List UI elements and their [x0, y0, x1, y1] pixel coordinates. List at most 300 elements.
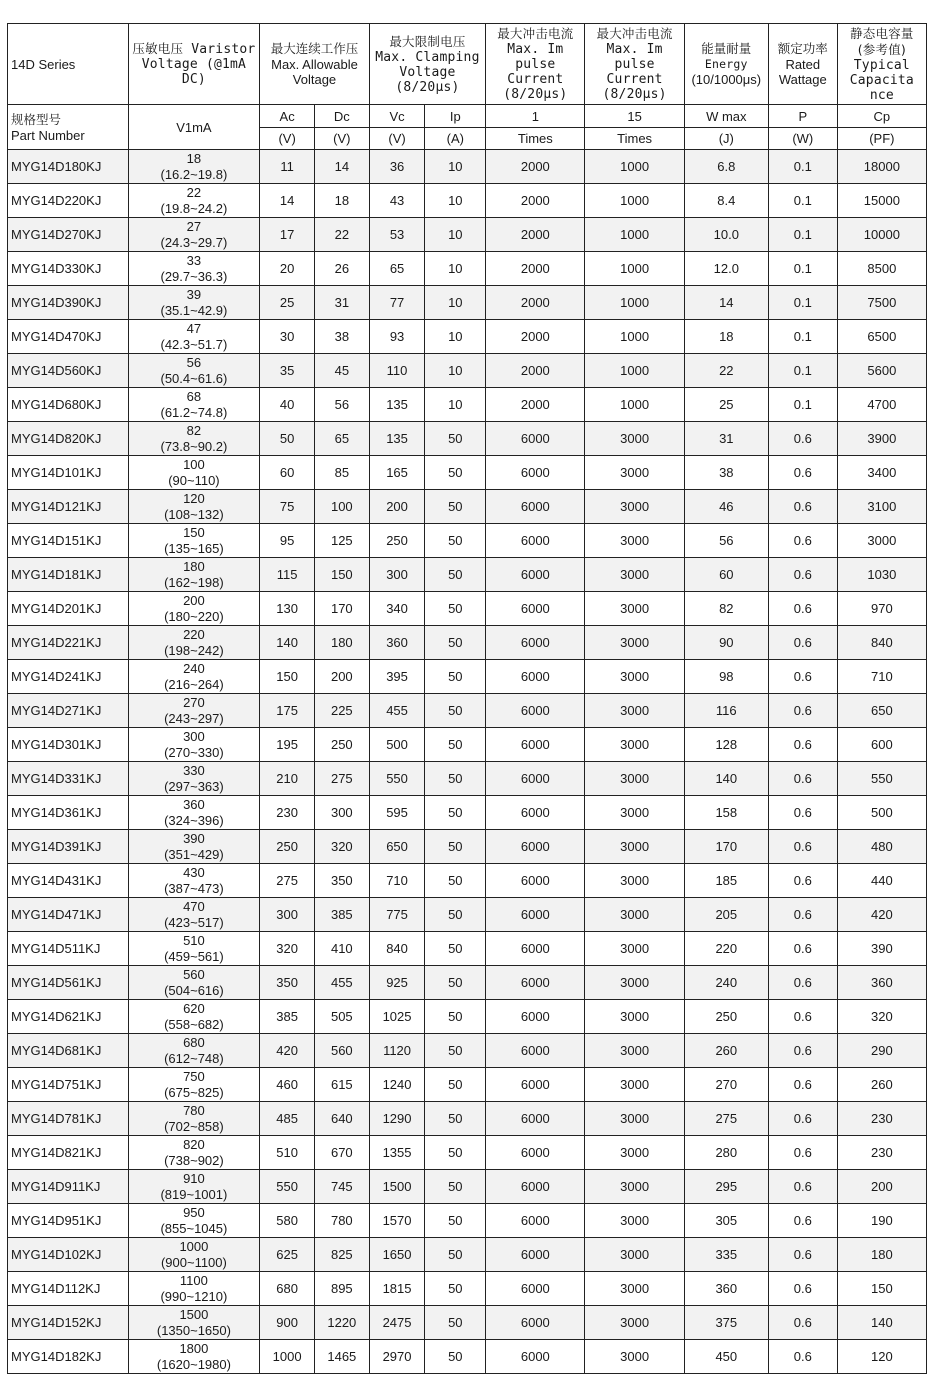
- cell-varistor-voltage: [128, 864, 260, 898]
- nominal-voltage: 510: [183, 932, 205, 948]
- cell-capacitance: 140: [837, 1306, 926, 1340]
- cell-wattage: 0.6: [768, 558, 837, 592]
- table-row: [8, 1136, 927, 1170]
- cell-varistor-voltage: [128, 1034, 260, 1068]
- cell-varistor-voltage: [128, 490, 260, 524]
- cell-capacitance: 320: [837, 1000, 926, 1034]
- cell-times-1: 6000: [486, 1272, 585, 1306]
- voltage-range: (61.2~74.8): [160, 404, 228, 420]
- unit-energy: (J): [684, 128, 768, 150]
- nominal-voltage: 330: [183, 762, 205, 778]
- cell-ac: 175: [260, 694, 315, 728]
- cell-dc: 125: [314, 524, 369, 558]
- cell-dc: 38: [314, 320, 369, 354]
- cell-part-number: MYG14D270KJ: [8, 218, 129, 252]
- nominal-voltage: 22: [186, 184, 202, 200]
- voltage-range: (42.3~51.7): [160, 336, 228, 352]
- cell-vc: 1240: [369, 1068, 425, 1102]
- voltage-range: (1620~1980): [156, 1356, 231, 1372]
- header-impulse-current-1: 最大冲击电流 Max. Im pulse Current (8/20μs): [486, 24, 585, 105]
- cell-varistor-voltage: [128, 320, 260, 354]
- unit-vc: (V): [369, 128, 425, 150]
- cell-wattage: 0.6: [768, 1306, 837, 1340]
- cell-varistor-voltage: [128, 354, 260, 388]
- cell-times-1: 6000: [486, 1000, 585, 1034]
- cell-varistor-voltage: [128, 1272, 260, 1306]
- cell-wattage: 0.6: [768, 728, 837, 762]
- cell-dc: 225: [314, 694, 369, 728]
- symbol-ac: Ac: [260, 105, 315, 128]
- table-row: [8, 626, 927, 660]
- cell-part-number: MYG14D751KJ: [8, 1068, 129, 1102]
- table-row: [8, 796, 927, 830]
- cell-times-15: 1000: [585, 218, 684, 252]
- table-row: [8, 184, 927, 218]
- cell-energy: 60: [684, 558, 768, 592]
- cell-times-1: 2000: [486, 286, 585, 320]
- cell-dc: 26: [314, 252, 369, 286]
- nominal-voltage: 180: [183, 558, 205, 574]
- cell-wattage: 0.6: [768, 1204, 837, 1238]
- cell-energy: 305: [684, 1204, 768, 1238]
- cell-ip: 50: [425, 1340, 486, 1374]
- cell-vc: 200: [369, 490, 425, 524]
- table-row: [8, 1034, 927, 1068]
- cell-ip: 10: [425, 388, 486, 422]
- cell-times-1: 6000: [486, 1340, 585, 1374]
- cell-ac: 485: [260, 1102, 315, 1136]
- voltage-range: (324~396): [164, 812, 224, 828]
- cell-vc: 1815: [369, 1272, 425, 1306]
- voltage-range: (504~616): [164, 982, 224, 998]
- voltage-range: (90~110): [168, 472, 220, 488]
- cell-energy: 270: [684, 1068, 768, 1102]
- cell-times-15: 3000: [585, 864, 684, 898]
- nominal-voltage: 750: [183, 1068, 205, 1084]
- cell-ip: 50: [425, 1238, 486, 1272]
- cell-ac: 75: [260, 490, 315, 524]
- cell-part-number: MYG14D621KJ: [8, 1000, 129, 1034]
- cell-times-1: 6000: [486, 456, 585, 490]
- nominal-voltage: 1800: [179, 1340, 209, 1356]
- cell-ac: 150: [260, 660, 315, 694]
- nominal-voltage: 360: [183, 796, 205, 812]
- cell-ac: 550: [260, 1170, 315, 1204]
- cell-ac: 50: [260, 422, 315, 456]
- cell-ac: 580: [260, 1204, 315, 1238]
- nominal-voltage: 1500: [179, 1306, 209, 1322]
- cell-times-1: 6000: [486, 898, 585, 932]
- cell-capacitance: 18000: [837, 150, 926, 184]
- cell-varistor-voltage: [128, 1068, 260, 1102]
- table-row: [8, 1306, 927, 1340]
- cell-times-15: 3000: [585, 1340, 684, 1374]
- cell-varistor-voltage: [128, 592, 260, 626]
- cell-dc: 640: [314, 1102, 369, 1136]
- cell-ac: 40: [260, 388, 315, 422]
- cell-ip: 50: [425, 592, 486, 626]
- cell-dc: 895: [314, 1272, 369, 1306]
- cell-ip: 50: [425, 1170, 486, 1204]
- voltage-range: (243~297): [164, 710, 224, 726]
- cell-capacitance: 200: [837, 1170, 926, 1204]
- cell-dc: 300: [314, 796, 369, 830]
- unit-ac: (V): [260, 128, 315, 150]
- cell-ip: 50: [425, 1034, 486, 1068]
- cell-energy: 128: [684, 728, 768, 762]
- cell-dc: 780: [314, 1204, 369, 1238]
- cell-vc: 2475: [369, 1306, 425, 1340]
- cell-dc: 1220: [314, 1306, 369, 1340]
- cell-ip: 50: [425, 728, 486, 762]
- header-rated-wattage: 额定功率 Rated Wattage: [768, 24, 837, 105]
- voltage-range: (900~1100): [160, 1254, 227, 1270]
- nominal-voltage: 1000: [179, 1238, 209, 1254]
- cell-times-15: 1000: [585, 354, 684, 388]
- cell-ip: 50: [425, 490, 486, 524]
- cell-varistor-voltage: [128, 932, 260, 966]
- cell-wattage: 0.6: [768, 1000, 837, 1034]
- nominal-voltage: 240: [183, 660, 205, 676]
- cell-dc: 22: [314, 218, 369, 252]
- cell-capacitance: 600: [837, 728, 926, 762]
- voltage-range: (35.1~42.9): [160, 302, 228, 318]
- cell-vc: 300: [369, 558, 425, 592]
- cell-ac: 140: [260, 626, 315, 660]
- cell-dc: 85: [314, 456, 369, 490]
- cell-ac: 510: [260, 1136, 315, 1170]
- cell-ac: 115: [260, 558, 315, 592]
- cell-times-1: 6000: [486, 932, 585, 966]
- cell-varistor-voltage: [128, 1102, 260, 1136]
- cell-dc: 100: [314, 490, 369, 524]
- cell-capacitance: 440: [837, 864, 926, 898]
- cell-ac: 210: [260, 762, 315, 796]
- table-row: [8, 830, 927, 864]
- cell-wattage: 0.6: [768, 1102, 837, 1136]
- cell-ac: 320: [260, 932, 315, 966]
- cell-vc: 93: [369, 320, 425, 354]
- cell-varistor-voltage: [128, 660, 260, 694]
- nominal-voltage: 390: [183, 830, 205, 846]
- cell-dc: 150: [314, 558, 369, 592]
- cell-times-15: 3000: [585, 626, 684, 660]
- symbol-p: P: [768, 105, 837, 128]
- cell-vc: 43: [369, 184, 425, 218]
- cell-part-number: MYG14D471KJ: [8, 898, 129, 932]
- cell-dc: 45: [314, 354, 369, 388]
- header-impulse-current-15: 最大冲击电流 Max. Im pulse Current (8/20μs): [585, 24, 684, 105]
- table-row: [8, 524, 927, 558]
- cell-ip: 10: [425, 286, 486, 320]
- table-row: [8, 1238, 927, 1272]
- cell-wattage: 0.1: [768, 354, 837, 388]
- table-row: [8, 456, 927, 490]
- cell-part-number: MYG14D201KJ: [8, 592, 129, 626]
- cell-capacitance: 550: [837, 762, 926, 796]
- cell-times-1: 6000: [486, 1102, 585, 1136]
- cell-times-1: 6000: [486, 728, 585, 762]
- cell-vc: 65: [369, 252, 425, 286]
- cell-vc: 360: [369, 626, 425, 660]
- cell-ip: 50: [425, 1272, 486, 1306]
- cell-wattage: 0.6: [768, 456, 837, 490]
- cell-varistor-voltage: [128, 796, 260, 830]
- cell-part-number: MYG14D361KJ: [8, 796, 129, 830]
- cell-capacitance: 1030: [837, 558, 926, 592]
- cell-vc: 650: [369, 830, 425, 864]
- voltage-range: (29.7~36.3): [160, 268, 228, 284]
- cell-part-number: MYG14D391KJ: [8, 830, 129, 864]
- cell-times-15: 3000: [585, 1102, 684, 1136]
- cell-dc: 385: [314, 898, 369, 932]
- cell-energy: 450: [684, 1340, 768, 1374]
- cell-part-number: MYG14D470KJ: [8, 320, 129, 354]
- cell-ip: 50: [425, 1000, 486, 1034]
- cell-dc: 18: [314, 184, 369, 218]
- nominal-voltage: 560: [183, 966, 205, 982]
- cell-times-1: 6000: [486, 1068, 585, 1102]
- cell-capacitance: 290: [837, 1034, 926, 1068]
- cell-capacitance: 150: [837, 1272, 926, 1306]
- cell-dc: 745: [314, 1170, 369, 1204]
- cell-dc: 1465: [314, 1340, 369, 1374]
- cell-ac: 680: [260, 1272, 315, 1306]
- cell-part-number: MYG14D180KJ: [8, 150, 129, 184]
- cell-vc: 455: [369, 694, 425, 728]
- header-capacitance: 静态电容量 (参考值) Typical Capacita nce: [837, 24, 926, 105]
- cell-ac: 250: [260, 830, 315, 864]
- cell-vc: 840: [369, 932, 425, 966]
- nominal-voltage: 33: [186, 252, 202, 268]
- cell-times-1: 6000: [486, 1170, 585, 1204]
- cell-capacitance: 260: [837, 1068, 926, 1102]
- table-row: [8, 490, 927, 524]
- voltage-range: (1350~1650): [156, 1322, 231, 1338]
- voltage-range: (675~825): [164, 1084, 224, 1100]
- cell-times-15: 3000: [585, 1306, 684, 1340]
- nominal-voltage: 18: [186, 150, 202, 166]
- nominal-voltage: 150: [183, 524, 205, 540]
- nominal-voltage: 820: [183, 1136, 205, 1152]
- cell-varistor-voltage: [128, 728, 260, 762]
- cell-part-number: MYG14D680KJ: [8, 388, 129, 422]
- voltage-range: (16.2~19.8): [160, 166, 228, 182]
- cell-times-1: 6000: [486, 592, 585, 626]
- nominal-voltage: 300: [183, 728, 205, 744]
- nominal-voltage: 200: [183, 592, 205, 608]
- cell-dc: 170: [314, 592, 369, 626]
- cell-capacitance: 120: [837, 1340, 926, 1374]
- cell-times-15: 1000: [585, 252, 684, 286]
- cell-wattage: 0.6: [768, 966, 837, 1000]
- cell-times-1: 2000: [486, 218, 585, 252]
- cell-ac: 11: [260, 150, 315, 184]
- cell-energy: 14: [684, 286, 768, 320]
- cell-ip: 10: [425, 150, 486, 184]
- header-allowable-voltage: 最大连续工作压 Max. Allowable Voltage: [260, 24, 369, 105]
- cell-energy: 8.4: [684, 184, 768, 218]
- voltage-range: (50.4~61.6): [160, 370, 228, 386]
- cell-times-1: 6000: [486, 626, 585, 660]
- cell-ac: 60: [260, 456, 315, 490]
- voltage-range: (387~473): [164, 880, 224, 896]
- cell-times-15: 3000: [585, 1204, 684, 1238]
- cell-energy: 38: [684, 456, 768, 490]
- cell-vc: 500: [369, 728, 425, 762]
- cell-ac: 1000: [260, 1340, 315, 1374]
- cell-varistor-voltage: [128, 456, 260, 490]
- cell-times-15: 3000: [585, 422, 684, 456]
- voltage-range: (612~748): [164, 1050, 224, 1066]
- cell-varistor-voltage: [128, 1306, 260, 1340]
- unit-dc: (V): [314, 128, 369, 150]
- table-row: [8, 422, 927, 456]
- cell-times-15: 3000: [585, 1034, 684, 1068]
- cell-part-number: MYG14D151KJ: [8, 524, 129, 558]
- cell-capacitance: 15000: [837, 184, 926, 218]
- cell-energy: 240: [684, 966, 768, 1000]
- header-clamping-voltage: 最大限制电压 Max. Clamping Voltage (8/20μs): [369, 24, 486, 105]
- table-row: [8, 1204, 927, 1238]
- cell-dc: 180: [314, 626, 369, 660]
- cell-energy: 82: [684, 592, 768, 626]
- cell-wattage: 0.6: [768, 796, 837, 830]
- cell-dc: 410: [314, 932, 369, 966]
- cell-times-15: 3000: [585, 796, 684, 830]
- cell-times-15: 1000: [585, 150, 684, 184]
- cell-vc: 1570: [369, 1204, 425, 1238]
- table-row: [8, 932, 927, 966]
- cell-times-1: 6000: [486, 796, 585, 830]
- cell-times-15: 3000: [585, 490, 684, 524]
- cell-wattage: 0.6: [768, 1272, 837, 1306]
- symbol-vc: Vc: [369, 105, 425, 128]
- cell-varistor-voltage: [128, 966, 260, 1000]
- voltage-range: (819~1001): [160, 1186, 228, 1202]
- nominal-voltage: 430: [183, 864, 205, 880]
- table-row: [8, 966, 927, 1000]
- nominal-voltage: 470: [183, 898, 205, 914]
- cell-times-1: 2000: [486, 320, 585, 354]
- cell-vc: 165: [369, 456, 425, 490]
- cell-varistor-voltage: [128, 1340, 260, 1374]
- symbol-wmax: W max: [684, 105, 768, 128]
- cell-ip: 10: [425, 354, 486, 388]
- nominal-voltage: 950: [183, 1204, 205, 1220]
- cell-capacitance: 3100: [837, 490, 926, 524]
- voltage-range: (24.3~29.7): [160, 234, 228, 250]
- cell-part-number: MYG14D431KJ: [8, 864, 129, 898]
- cell-energy: 335: [684, 1238, 768, 1272]
- cell-part-number: MYG14D181KJ: [8, 558, 129, 592]
- cell-capacitance: 500: [837, 796, 926, 830]
- cell-vc: 775: [369, 898, 425, 932]
- cell-wattage: 0.6: [768, 490, 837, 524]
- cell-vc: 77: [369, 286, 425, 320]
- cell-part-number: MYG14D560KJ: [8, 354, 129, 388]
- cell-ip: 50: [425, 524, 486, 558]
- voltage-range: (162~198): [164, 574, 224, 590]
- cell-times-15: 3000: [585, 1238, 684, 1272]
- cell-times-15: 3000: [585, 932, 684, 966]
- cell-energy: 22: [684, 354, 768, 388]
- symbol-ip: Ip: [425, 105, 486, 128]
- cell-part-number: MYG14D681KJ: [8, 1034, 129, 1068]
- symbol-times-1: 1: [486, 105, 585, 128]
- cell-ip: 50: [425, 422, 486, 456]
- cell-times-15: 3000: [585, 694, 684, 728]
- cell-capacitance: 3400: [837, 456, 926, 490]
- cell-part-number: MYG14D121KJ: [8, 490, 129, 524]
- cell-energy: 260: [684, 1034, 768, 1068]
- cell-capacitance: 840: [837, 626, 926, 660]
- header-varistor-voltage: 压敏电压 Varistor Voltage (@1mA DC): [128, 24, 260, 105]
- cell-ac: 35: [260, 354, 315, 388]
- cell-ip: 50: [425, 558, 486, 592]
- cell-times-15: 3000: [585, 830, 684, 864]
- cell-wattage: 0.6: [768, 524, 837, 558]
- cell-ip: 50: [425, 830, 486, 864]
- cell-capacitance: 970: [837, 592, 926, 626]
- cell-varistor-voltage: [128, 1000, 260, 1034]
- cell-capacitance: 480: [837, 830, 926, 864]
- cell-vc: 925: [369, 966, 425, 1000]
- cell-dc: 615: [314, 1068, 369, 1102]
- cell-wattage: 0.6: [768, 864, 837, 898]
- cell-times-15: 3000: [585, 966, 684, 1000]
- cell-part-number: MYG14D330KJ: [8, 252, 129, 286]
- cell-varistor-voltage: [128, 1238, 260, 1272]
- cell-part-number: MYG14D271KJ: [8, 694, 129, 728]
- cell-ip: 10: [425, 252, 486, 286]
- cell-energy: 205: [684, 898, 768, 932]
- cell-part-number: MYG14D911KJ: [8, 1170, 129, 1204]
- table-row: [8, 1272, 927, 1306]
- cell-dc: 65: [314, 422, 369, 456]
- cell-capacitance: 10000: [837, 218, 926, 252]
- cell-vc: 1120: [369, 1034, 425, 1068]
- cell-times-1: 6000: [486, 660, 585, 694]
- cell-capacitance: 190: [837, 1204, 926, 1238]
- cell-energy: 10.0: [684, 218, 768, 252]
- cell-times-1: 6000: [486, 830, 585, 864]
- cell-varistor-voltage: [128, 286, 260, 320]
- cell-dc: 14: [314, 150, 369, 184]
- cell-times-1: 6000: [486, 864, 585, 898]
- cell-energy: 170: [684, 830, 768, 864]
- cell-wattage: 0.6: [768, 898, 837, 932]
- nominal-voltage: 47: [186, 320, 202, 336]
- cell-times-1: 2000: [486, 252, 585, 286]
- cell-energy: 250: [684, 1000, 768, 1034]
- nominal-voltage: 270: [183, 694, 205, 710]
- cell-energy: 140: [684, 762, 768, 796]
- cell-varistor-voltage: [128, 558, 260, 592]
- table-row: [8, 1068, 927, 1102]
- cell-capacitance: 650: [837, 694, 926, 728]
- unit-wattage: (W): [768, 128, 837, 150]
- table-row: [8, 660, 927, 694]
- voltage-range: (738~902): [164, 1152, 224, 1168]
- voltage-range: (702~858): [164, 1118, 224, 1134]
- cell-times-1: 2000: [486, 150, 585, 184]
- cell-capacitance: 230: [837, 1102, 926, 1136]
- cell-times-15: 1000: [585, 320, 684, 354]
- table-row: [8, 592, 927, 626]
- cell-capacitance: 4700: [837, 388, 926, 422]
- cell-ip: 50: [425, 932, 486, 966]
